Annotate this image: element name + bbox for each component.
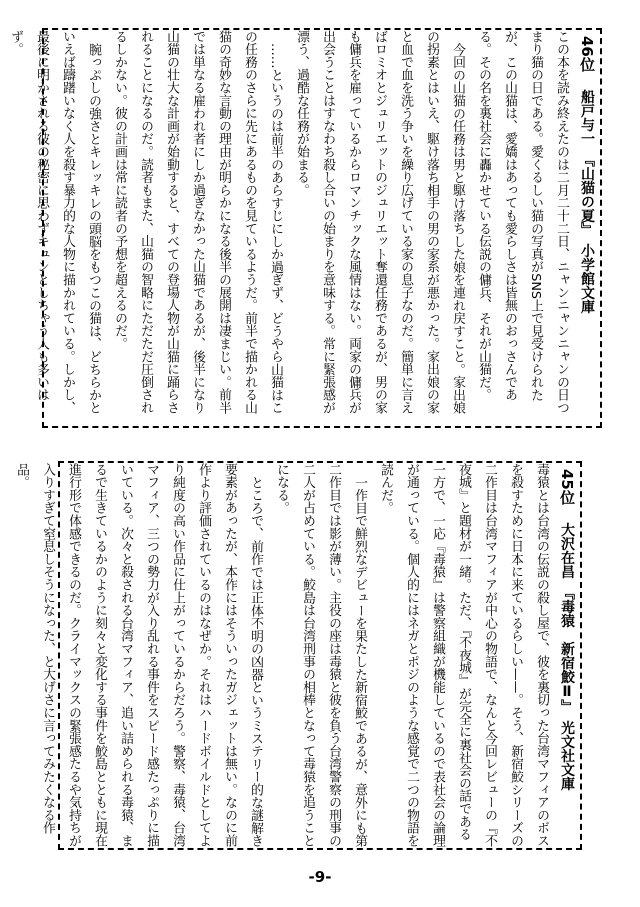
review-45-heading (554, 463, 580, 848)
title-45: 『毒猿 新宿鮫Ⅱ』 (559, 592, 575, 707)
review-45-paragraph-1: 毒猿とは台湾の伝説の殺し屋で、彼を裏切った台湾マフィアのボスを殺すために日本に来ているらしい——。そう、新宿鮫シリーズの二作目は台湾マフィアが中心の物語で、なんと今回レビューの『不夜城』と題材が一緒。ただ、『不夜城』が完全に裏社会の話である一方で、一応『毒猿』は警察組織が機能しているので表社会の論理が通っている。個人的にはネガとポジのような感覚で二つの物語を読んだ。 (378, 463, 549, 847)
review-46-paragraph-3: ……というのは前半のあらすじにしか過ぎず、どうやら山猫はこの任務のさらに先にあるものを見ているようだ。前半で描かれる山猫の奇妙な言動の理由が明らかになる後半の展開は凄まじい。前半では単なる雇われ者にしか過ぎなかった山猫であるが、後半になり山猫の壮大な計画が始動すると、すべての登場人物が山猫に踊らされることになるのだ。読者もまた、山猫の智略にただただ圧倒されるしかない。彼の計画は常に読者の予想を超えるのだ。 (112, 30, 283, 414)
page-number: -9- (308, 868, 332, 886)
review-45-paragraph-3: ところで、前作では正体不明の凶器というミステリー的な謎解き要素があったが、本作にはそういったガジェットは無い。なのに前作より評価されているのはなぜか。それはハードボイルドとしてより純度の高い作品に仕上がっているからだろう。警察、毒猿、台湾マフィア、三つの勢力が入り乱れる事件をスピード感たっぷりに描いている。次々と殺される台湾マフィア、追い詰められる毒猿、まるで生きているかのように刻々と変化する事件を鮫島とともに現在進行形で体感できるのだ。クライマックスの緊張感たるや気持ちが入りすぎて窒息しそうになった、と大げさに言ってみたくなる作品。 (14, 463, 263, 847)
author-46: 船戸与一 (579, 89, 595, 146)
publisher-45: 光文社文庫 (559, 720, 575, 791)
review-45-paragraph-2: 一作目で鮮烈なデビューを果たした新宿鮫であるが、意外にも第二作目では影が薄い。主役の座は毒猿と彼を負う台湾警察の刑事の二人が占めている。鮫島は台湾刑事の相棒となって毒猿を追うことになる。 (274, 463, 367, 847)
author-45: 大沢在昌 (559, 522, 575, 579)
review-46-box (8, 28, 602, 428)
review-46-body (8, 30, 600, 426)
title-46: 『山猫の夏』 (579, 159, 595, 230)
publisher-46: 小学館文庫 (579, 243, 595, 314)
review-45-body (14, 463, 580, 848)
review-46-paragraph-1: この本を読み終えたのは二月二十二日、ニャンニャンニャンの日つまり猫の日である。愛くるしい猫の写真がSNS上で見受けられたが、この山猫は、愛嬌はあっても愛らしさは皆無のおっさんである。その名を裏社会に轟かせている伝説の傭兵、それが山猫だ。 (476, 30, 569, 414)
review-46-paragraph-4: 腕っぷしの強さとキレッキレの頭脳をもつこの猫は、どちらかといえば躊躇いなく人を殺す暴力的な人物に描かれている。しかし、最後に明かされる彼の秘密に思わずキュンとしちゃう人も多いはず。 (8, 30, 101, 414)
review-46-heading (574, 30, 600, 426)
rank-45: 45位 (558, 469, 576, 505)
review-45-box (14, 461, 582, 850)
rank-46: 46位 (578, 36, 596, 72)
review-46-paragraph-2: 今回の山猫の任務は男と駆け落ちした娘を連れ戻すこと。家出娘の拐素とはいえ、駆け落ち相手の男の家系が悪かった。家出娘の家と血で血を洗う争いを繰り広げている家の息子なのだ。簡単に言えばロミオとジュリエットのジュリエット奪還任務であるが、男の家も傭兵を雇っているからロマンチックな風情はない。両家の傭兵が出会うことはすなわち殺し合いの始まりを意味する。常に緊張感が漂う、過酷な任務が始まる。 (294, 30, 465, 414)
